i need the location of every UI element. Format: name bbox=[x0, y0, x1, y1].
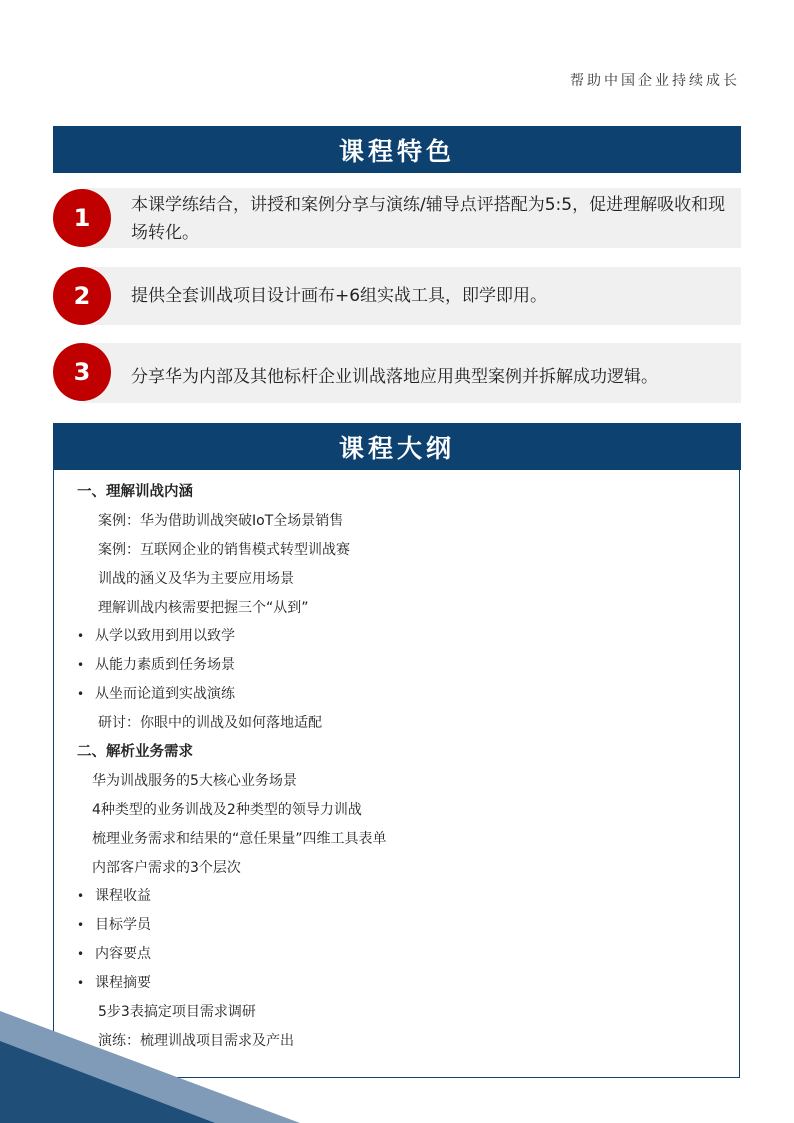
outline-item-text: 一、理解训战内涵 bbox=[77, 484, 193, 500]
outline-item-text: 内部客户需求的3个层次 bbox=[92, 859, 241, 876]
outline-item-text: 演练：梳理训战项目需求及产出 bbox=[98, 1032, 294, 1049]
outline-bullet-item bbox=[77, 651, 387, 680]
outline-item-text: 二、解析业务需求 bbox=[77, 744, 193, 761]
feature-item-1 bbox=[53, 188, 741, 248]
outline-item-text: 理解训战内核需要把握三个“从到” bbox=[98, 599, 309, 616]
feature-item-3 bbox=[53, 343, 741, 403]
outline-title-banner bbox=[53, 423, 741, 470]
outline-item bbox=[77, 594, 387, 623]
outline-heading bbox=[77, 478, 387, 507]
outline-item-text: 训战的涵义及华为主要应用场景 bbox=[98, 570, 294, 587]
outline-item-text: 内容要点 bbox=[95, 946, 151, 963]
bullet-dot-icon: • bbox=[77, 947, 85, 962]
outline-bullet-item bbox=[77, 680, 387, 709]
outline-item bbox=[77, 507, 387, 536]
corner-decoration bbox=[0, 1011, 300, 1123]
outline-item-text: 4种类型的业务训战及2种类型的领导力训战 bbox=[92, 801, 362, 818]
feature-number-badge: 3 bbox=[53, 343, 111, 401]
outline-item bbox=[77, 854, 387, 883]
outline-item-text: 案例：互联网企业的销售模式转型训战赛 bbox=[98, 541, 350, 558]
bullet-dot-icon: • bbox=[77, 629, 85, 644]
feature-number-badge: 2 bbox=[53, 267, 111, 325]
outline-bullet-item bbox=[77, 622, 387, 651]
outline-item-text: 从学以致用到用以致学 bbox=[95, 628, 235, 645]
outline-item bbox=[77, 796, 387, 825]
outline-bullet-item bbox=[77, 940, 387, 969]
features-title-banner bbox=[53, 126, 741, 173]
outline-bullet-item bbox=[77, 882, 387, 911]
outline-item bbox=[77, 767, 387, 796]
outline-heading bbox=[77, 738, 387, 767]
outline-item-text: 课程摘要 bbox=[95, 975, 151, 992]
outline-item bbox=[77, 825, 387, 854]
outline-item bbox=[77, 536, 387, 565]
outline-list bbox=[77, 478, 387, 1056]
features-title: 课程特色 bbox=[338, 136, 455, 166]
feature-text: 本课学练结合，讲授和案例分享与演练/辅导点评搭配为5:5，促进理解吸收和现场转化。 bbox=[131, 195, 726, 243]
feature-item-2 bbox=[53, 267, 741, 325]
outline-item-text: 华为训战服务的5大核心业务场景 bbox=[92, 772, 297, 789]
outline-item-text: 研讨：你眼中的训战及如何落地适配 bbox=[98, 715, 322, 732]
bullet-dot-icon: • bbox=[77, 889, 85, 904]
bullet-dot-icon: • bbox=[77, 658, 85, 673]
bullet-dot-icon: • bbox=[77, 976, 85, 991]
outline-bullet-item bbox=[77, 969, 387, 998]
outline-item-text: 目标学员 bbox=[95, 917, 151, 934]
feature-text: 分享华为内部及其他标杆企业训战落地应用典型案例并拆解成功逻辑。 bbox=[131, 367, 658, 387]
outline-bullet-item bbox=[77, 911, 387, 940]
outline-item-text: 课程收益 bbox=[95, 888, 151, 905]
outline-item-text: 从能力素质到任务场景 bbox=[95, 657, 235, 674]
outline-title: 课程大纲 bbox=[338, 433, 455, 463]
feature-number-badge: 1 bbox=[53, 189, 111, 247]
feature-text: 提供全套训战项目设计画布+6组实战工具，即学即用。 bbox=[131, 286, 548, 306]
outline-item-text: 梳理业务需求和结果的“意任果量”四维工具表单 bbox=[92, 830, 387, 847]
bullet-dot-icon: • bbox=[77, 687, 85, 702]
outline-item-text: 5步3表搞定项目需求调研 bbox=[98, 1004, 256, 1021]
outline-item bbox=[77, 565, 387, 594]
outline-item-text: 案例：华为借助训战突破IoT全场景销售 bbox=[98, 512, 344, 529]
outline-item bbox=[77, 709, 387, 738]
outline-item-text: 从坐而论道到实战演练 bbox=[95, 686, 235, 703]
bullet-dot-icon: • bbox=[77, 918, 85, 933]
header-tagline: 帮助中国企业持续成长 bbox=[570, 73, 740, 89]
